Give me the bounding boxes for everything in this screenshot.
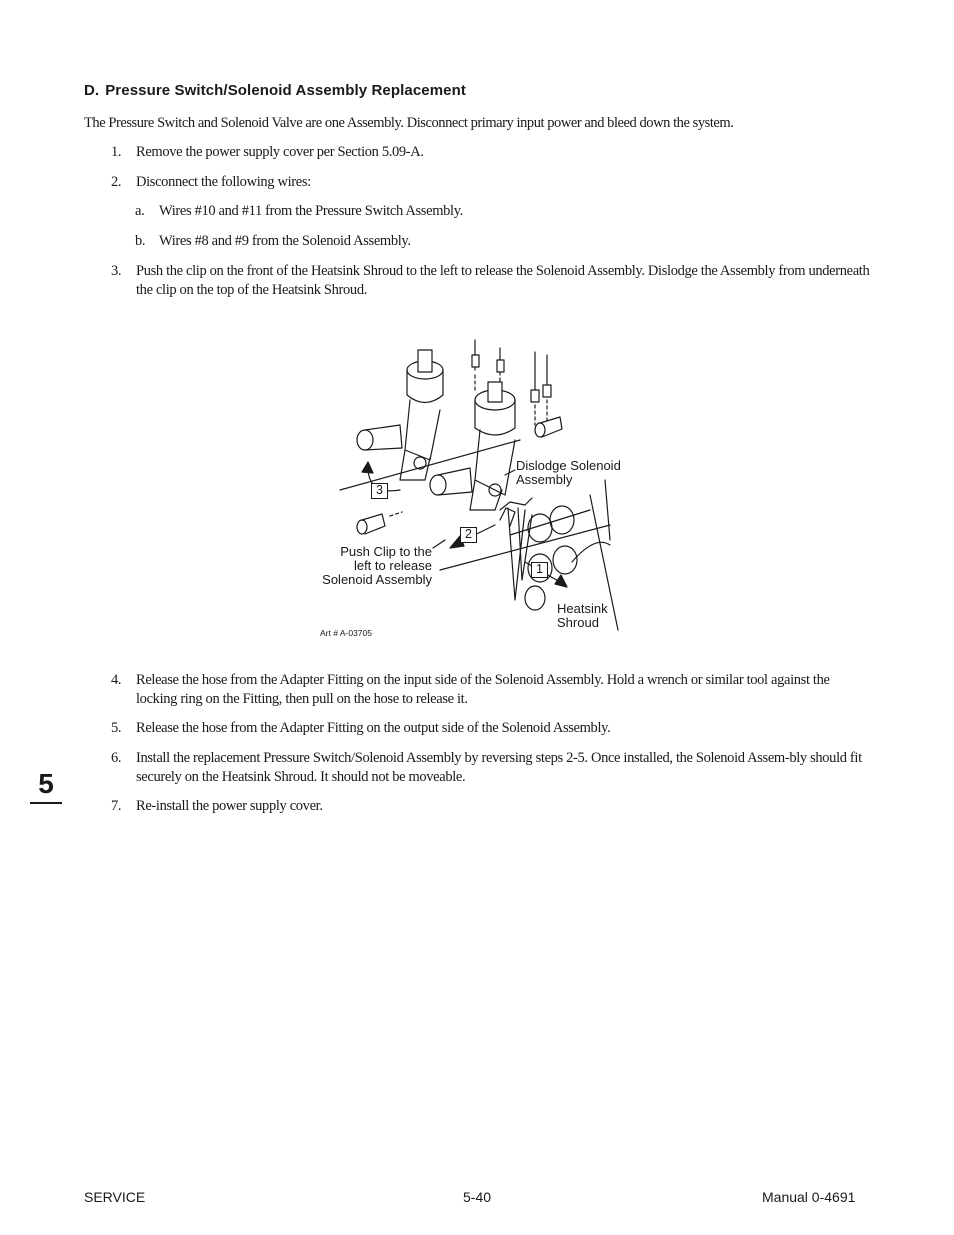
step-text: Install the replacement Pressure Switch/Solenoid Assembly by reversing steps 2-5. Once installed, the Solenoid Assem-bly should fit securely on the Heatsink Shroud. It should not be moveable. xyxy=(136,750,862,785)
step-text: Push the clip on the front of the Heatsink Shroud to the left to release the Solenoid Assembly. Dislodge the Assembly from underneath the clip on the top of the Heatsink Shroud. xyxy=(136,263,870,298)
step-marker-1: 1 xyxy=(531,562,548,578)
step-text: Disconnect the following wires: xyxy=(136,174,311,190)
rear-solenoid-drawing xyxy=(357,350,443,480)
step-number: 5. xyxy=(111,720,122,736)
push-clip-leader xyxy=(433,540,445,548)
section-title: Pressure Switch/Solenoid Assembly Replacement xyxy=(105,82,466,99)
footer-section-name: SERVICE xyxy=(84,1189,146,1205)
section-heading xyxy=(84,82,466,99)
step-number: 6. xyxy=(111,750,122,766)
substep-text: Wires #10 and #11 from the Pressure Switch Assembly. xyxy=(159,203,463,219)
step-7 xyxy=(111,797,871,816)
wire-connectors-drawing xyxy=(472,340,551,425)
substep-b xyxy=(135,232,865,251)
step-3 xyxy=(111,262,871,299)
step-text: Release the hose from the Adapter Fitting on the output side of the Solenoid Assembly. xyxy=(136,720,611,736)
callout-dislodge-solenoid: Dislodge Solenoid Assembly xyxy=(516,458,621,487)
step-6 xyxy=(111,749,871,786)
step-marker-2: 2 xyxy=(460,527,477,543)
substep-a xyxy=(135,202,865,221)
step-number: 2. xyxy=(111,174,122,190)
chapter-tab: 5 xyxy=(30,768,62,804)
callout-push-clip: Push Clip to the left to release Solenoid Assembly xyxy=(322,544,432,587)
step-text: Re-install the power supply cover. xyxy=(136,798,323,814)
step-5 xyxy=(111,719,871,738)
solenoid-removal-figure xyxy=(310,330,650,645)
step-text: Remove the power supply cover per Section 5.09-A. xyxy=(136,144,424,160)
footer-manual-number: Manual 0-4691 xyxy=(762,1189,856,1205)
substep-letter: b. xyxy=(135,233,146,249)
intro-paragraph: The Pressure Switch and Solenoid Valve are one Assembly. Disconnect primary input power and bleed down the system. xyxy=(84,115,734,131)
step-4 xyxy=(111,671,871,708)
step-number: 7. xyxy=(111,798,122,814)
step-number: 3. xyxy=(111,263,122,279)
heatsink-fins-drawing xyxy=(525,506,610,610)
art-number: Art # A-03705 xyxy=(320,628,372,638)
step-2 xyxy=(111,173,871,192)
front-solenoid-drawing xyxy=(430,382,515,510)
section-letter: D. xyxy=(84,82,100,99)
substep-text: Wires #8 and #9 from the Solenoid Assembly. xyxy=(159,233,411,249)
step-1 xyxy=(111,143,871,162)
step-number: 4. xyxy=(111,672,122,688)
clip-drawing xyxy=(500,498,532,600)
assembly-illustration xyxy=(310,330,650,645)
substep-letter: a. xyxy=(135,203,145,219)
step-marker-3: 3 xyxy=(371,483,388,499)
step-text: Release the hose from the Adapter Fitting on the input side of the Solenoid Assembly. Hold a wrench or similar tool against the locking ring on the Fitting, then pull on the hose to release it. xyxy=(136,672,830,707)
callout-heatsink-shroud: Heatsink Shroud xyxy=(557,601,608,630)
footer-page-number: 5-40 xyxy=(463,1189,492,1205)
step-number: 1. xyxy=(111,144,122,160)
